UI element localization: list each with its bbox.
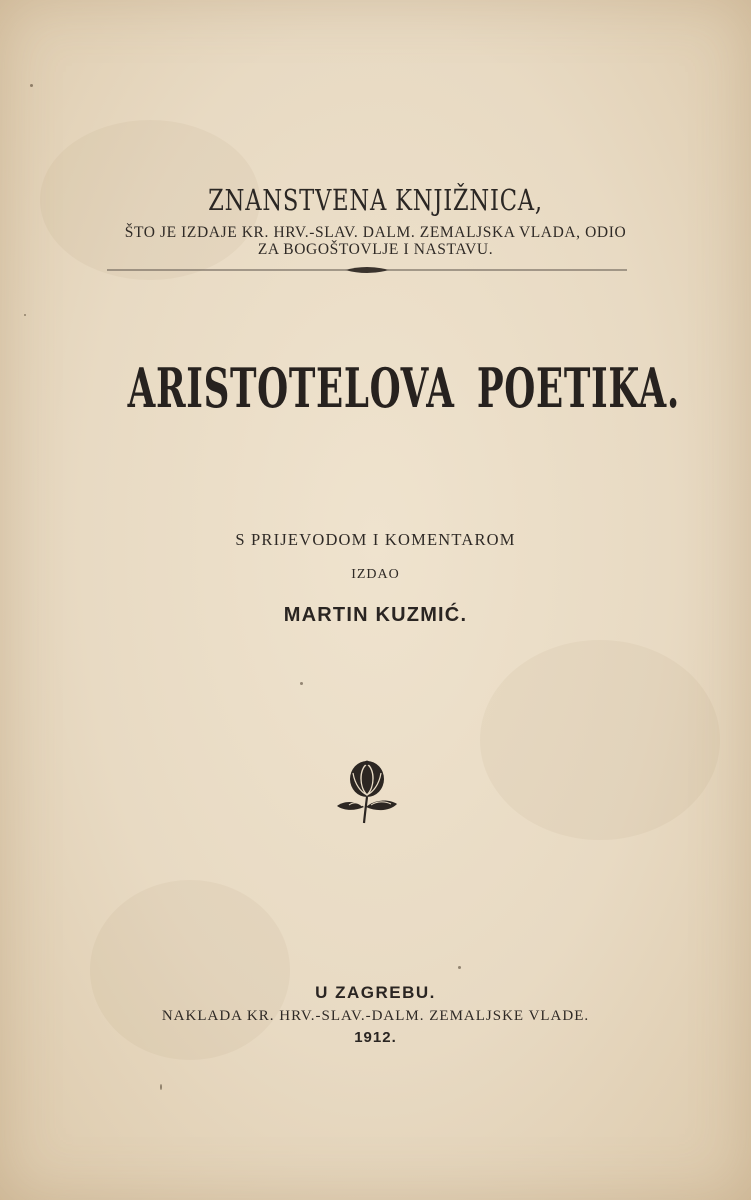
imprint-year: 1912. (354, 1029, 397, 1046)
flower-ornament-icon (333, 757, 401, 825)
paper-speck (160, 1084, 162, 1090)
author-name: MARTIN KUZMIĆ. (283, 604, 468, 626)
paper-speck (458, 966, 461, 969)
series-subtitle-line-1: ŠTO JE IZDAJE KR. HRV.-SLAV. DALM. ZEMALJSKA VLADA, ODIO (124, 224, 627, 241)
book-subtitle: S PRIJEVODOM I KOMENTAROM (235, 530, 516, 549)
paper-stain (480, 640, 720, 840)
paper-speck (24, 314, 26, 316)
book-title: ARISTOTELOVA POETIKA. (127, 356, 680, 420)
imprint-publisher: NAKLADA KR. HRV.-SLAV.-DALM. ZEMALJSKE VLADE. (161, 1008, 590, 1024)
paper-speck (300, 682, 303, 685)
decorative-rule (107, 263, 627, 277)
paper-speck (30, 84, 33, 87)
imprint-city: U ZAGREBU. (315, 983, 436, 1002)
issued-by-label: IZDAO (351, 567, 400, 582)
series-subtitle-line-2: ZA BOGOŠTOVLJE I NASTAVU. (257, 241, 494, 258)
series-title: ZNANSTVENA KNJIŽNICA, (208, 183, 543, 217)
